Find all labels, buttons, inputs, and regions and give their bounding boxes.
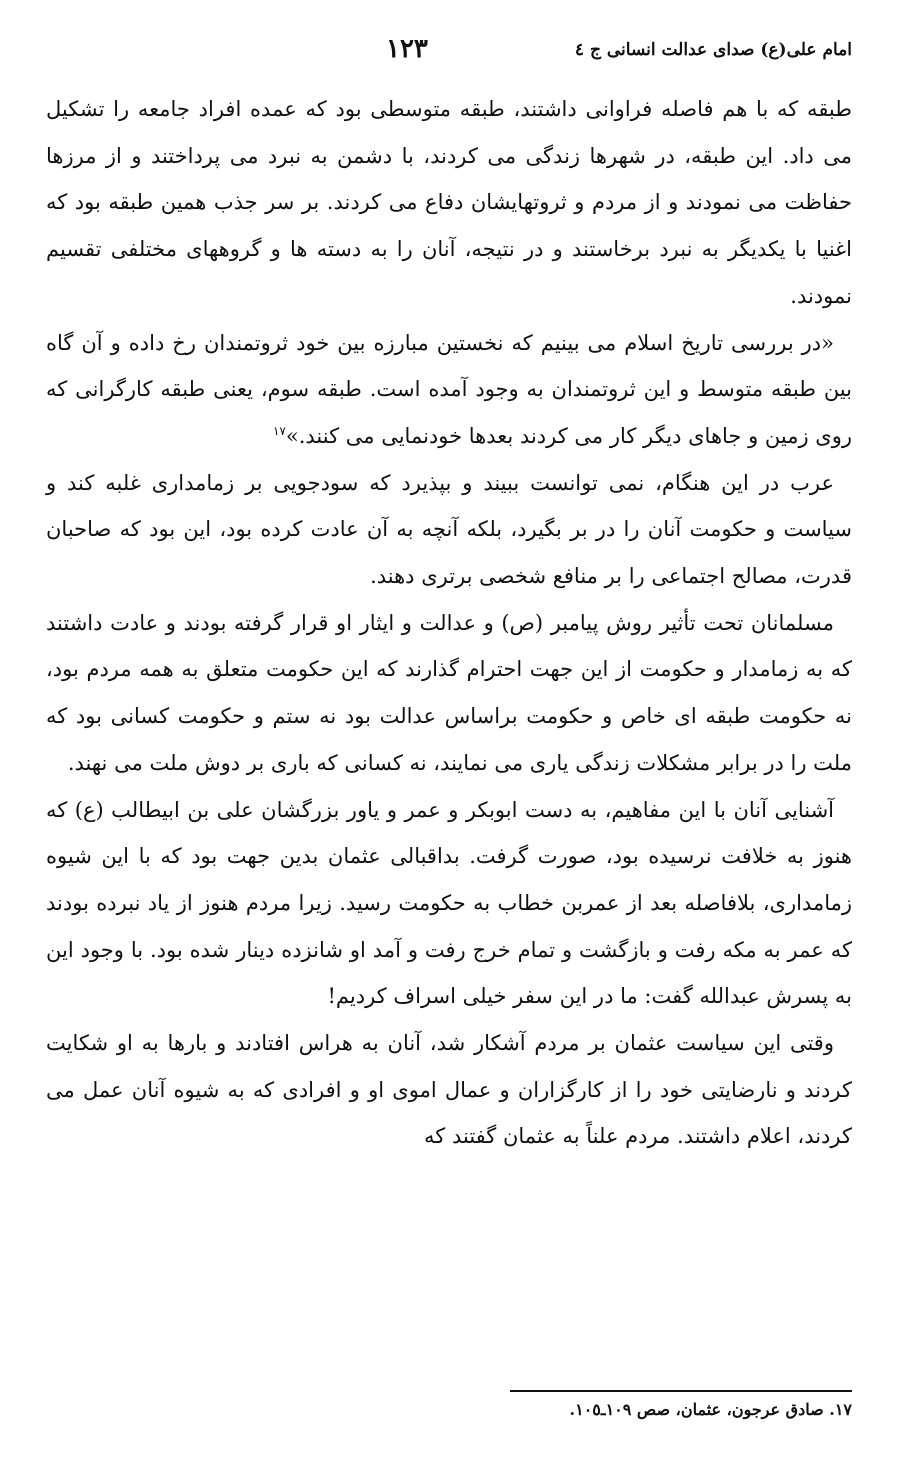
footnote-reference: ١٧ [272, 423, 286, 438]
paragraph-text: طبقه که با هم فاصله فراوانی داشتند، طبقه متوسطی بود که عمده افراد جامعه را تشکیل می داد. این طبقه، در شهرها زندگی می کردند، با دشمن به نبرد می پرداختند و از مرزها حفاظت می نمودند و از مردم و ثروتهایشان دفاع می کردند. بر سر جذب همین طبقه بود که اغنیا با یکدیگر به نبرد برخاستند و در نتیجه، آنان را به دسته ها و گروههای مختلفی تقسیم نمودند. [46, 97, 852, 308]
page-number: ١٢٣ [386, 34, 428, 64]
document-page [46, 34, 852, 1454]
body-text [46, 86, 852, 1160]
paragraph-text: وقتی این سیاست عثمان بر مردم آشکار شد، آنان به هراس افتادند و بارها به او شکایت کردند و نارضایتی خود را از کارگزاران و عمال اموی او و افرادی که به شیوه آنان عمل می کردند، اعلام داشتند. مردم علناً به عثمان گفتند که [46, 1031, 852, 1149]
footnote-17: ١٧. صادق عرجون، عثمان، صص ١٠٩ـ١٠٥. [569, 1400, 852, 1419]
paragraph-6 [46, 1020, 852, 1160]
paragraph-2-quote [46, 320, 852, 460]
paragraph-3 [46, 460, 852, 600]
paragraph-text: عرب در این هنگام، نمی توانست ببیند و بپذیرد که سودجویی بر زمامداری غلبه کند و سیاست و حکومت آنان را در بر بگیرد، بلکه آنچه به آن عادت کرده بود، این بود که صاحبان قدرت، مصالح اجتماعی را بر منافع شخصی برتری دهند. [46, 470, 852, 589]
paragraph-text: مسلمانان تحت تأثیر روش پیامبر (ص) و عدالت و ایثار او قرار گرفته بودند و عادت داشتند که به زمامدار و حکومت از این جهت احترام گذارند که این حکومت متعلق به همه مردم بود، نه حکومت طبقه ای خاص و حکومت براساس عدالت بود نه ستم و حکومت کسانی بود که ملت را در برابر مشکلات زندگی یاری می نمایند، نه کسانی که باری بر دوش ملت می نهند. [46, 610, 852, 775]
paragraph-text: «در بررسی تاریخ اسلام می بینیم که نخستین مبارزه بین خود ثروتمندان رخ داده و آن گاه بین طبقه متوسط و این ثروتمندان به وجود آمده است. طبقه سوم، یعنی طبقه کارگرانی که روی زمین و جاهای دیگر کار می کردند بعدها خودنمایی می کنند.» [46, 330, 852, 448]
paragraph-4 [46, 600, 852, 787]
paragraph-5 [46, 787, 852, 1021]
paragraph-1 [46, 86, 852, 320]
paragraph-text: آشنایی آنان با این مفاهیم، به دست ابوبکر و عمر و یاور بزرگشان علی بن ابیطالب (ع) که هنوز به خلافت نرسیده بود، صورت گرفت. بداقبالی عثمان بدین جهت بود که با این شیوه زمامداری، بلافاصله بعد از عمربن خطاب به حکومت رسید. زیرا مردم هنوز از یاد نبرده بودند که عمر به مکه رفت و بازگشت و تمام خرج رفت و آمد او شانزده دینار شده بود. با وجود این به پسرش عبدالله گفت: ما در این سفر خیلی اسراف کردیم! [46, 797, 852, 1009]
running-title: امام علی(ع) صدای عدالت انسانی ج ٤ [574, 40, 852, 60]
footnote-divider [510, 1390, 852, 1392]
page-header [46, 34, 852, 82]
